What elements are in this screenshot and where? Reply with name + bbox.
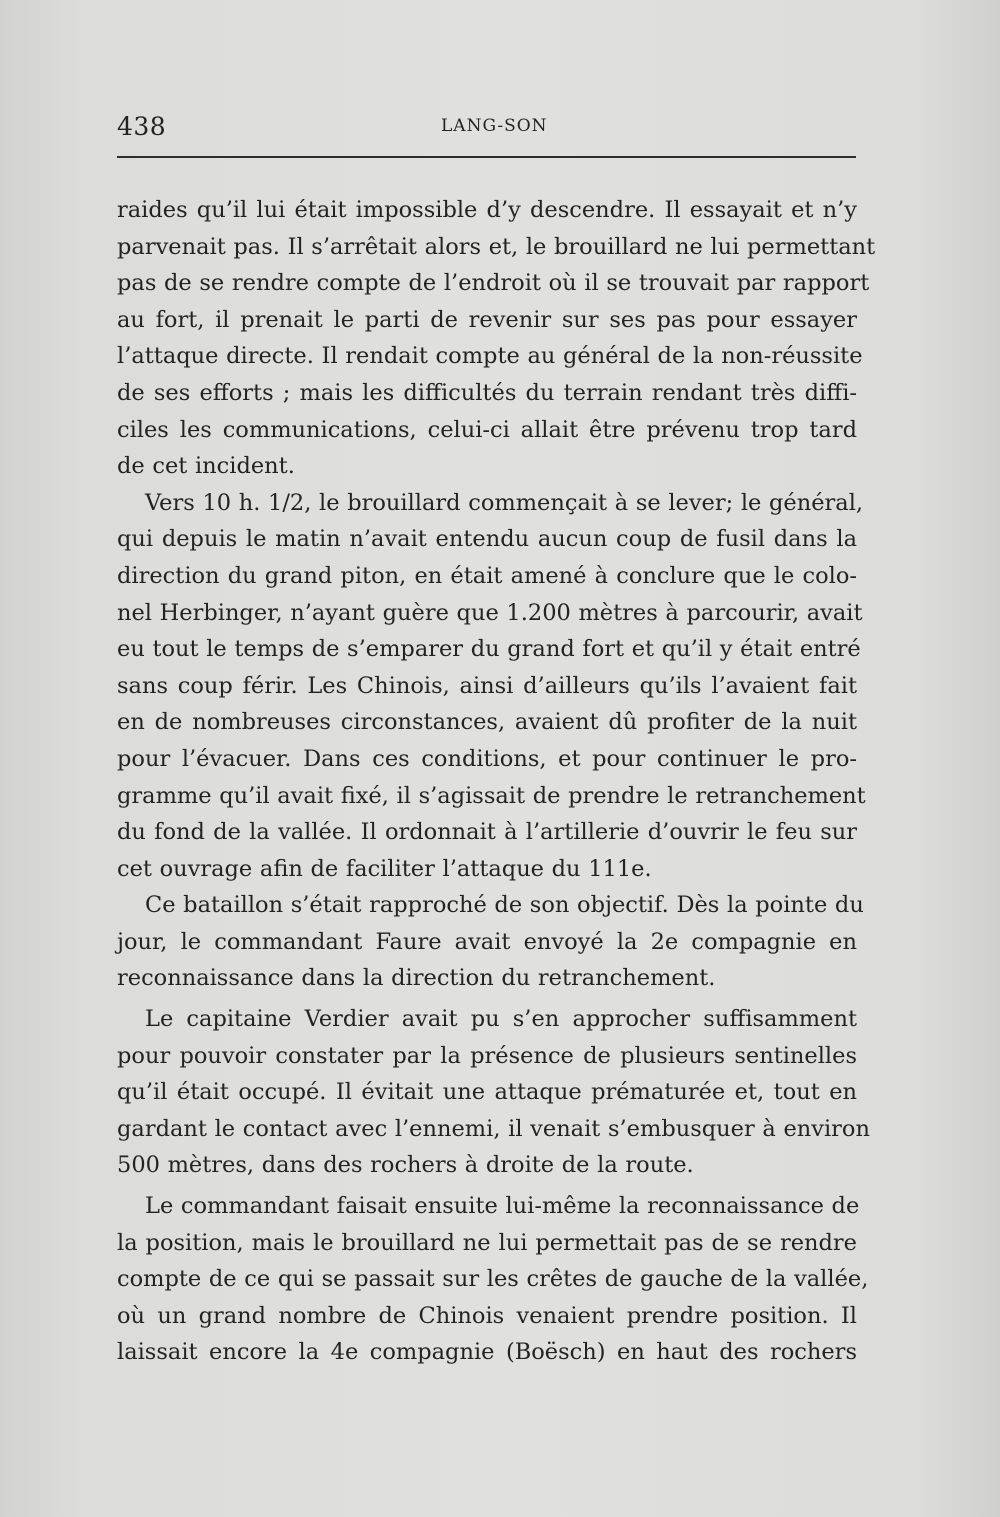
text-line: l’attaque directe. Il rendait compte au général de la non-réussite xyxy=(117,343,863,370)
text-line: sans coup férir. Les Chinois, ainsi d’ailleurs qu’ils l’avaient fait xyxy=(117,672,857,699)
paragraph xyxy=(117,192,876,485)
paragraph xyxy=(117,1001,870,1184)
text-line: raides qu’il lui était impossible d’y descendre. Il essayait et n’y xyxy=(117,197,857,223)
running-title: LANG-SON xyxy=(441,116,548,136)
text-line: ciles les communications, celui-ci allait être prévenu trop tard xyxy=(117,416,857,443)
header-rule xyxy=(117,156,856,158)
text-line: reconnaissance dans la direction du retranchement. xyxy=(117,965,716,992)
paragraph xyxy=(117,1188,869,1371)
text-line: au fort, il prenait le parti de revenir sur ses pas pour essayer xyxy=(117,306,857,333)
body-text xyxy=(117,192,876,1371)
text-line: pour l’évacuer. Dans ces conditions, et pour continuer le pro- xyxy=(117,745,857,772)
page-header xyxy=(117,112,857,148)
text-line: gramme qu’il avait fixé, il s’agissait de prendre le retranchement xyxy=(117,782,866,809)
text-line: cet ouvrage afin de faciliter l’attaque du 111e. xyxy=(117,855,652,882)
text-line: compte de ce qui se passait sur les crêtes de gauche de la vallée, xyxy=(117,1266,869,1293)
text-line: pas de se rendre compte de l’endroit où il se trouvait par rapport xyxy=(117,270,870,297)
text-line: du fond de la vallée. Il ordonnait à l’artillerie d’ouvrir le feu sur xyxy=(117,819,857,846)
text-line: où un grand nombre de Chinois venaient prendre position. Il xyxy=(117,1302,857,1329)
text-line: direction du grand piton, en était amené à conclure que le colo- xyxy=(117,562,857,589)
text-line: laissait encore la 4e compagnie (Boësch) en haut des rochers xyxy=(117,1339,857,1366)
text-line: gardant le contact avec l’ennemi, il venait s’embusquer à environ xyxy=(117,1115,870,1142)
text-line: qui depuis le matin n’avait entendu aucun coup de fusil dans la xyxy=(117,526,857,553)
text-line: en de nombreuses circonstances, avaient dû profiter de la nuit xyxy=(117,709,857,736)
text-line: nel Herbinger, n’ayant guère que 1.200 mètres à parcourir, avait xyxy=(117,599,863,626)
text-line: parvenait pas. Il s’arrêtait alors et, le brouillard ne lui permettant xyxy=(117,233,876,260)
text-line: Vers 10 h. 1/2, le brouillard commençait à se lever; le général, xyxy=(145,489,864,516)
page-number: 438 xyxy=(117,112,167,141)
text-line: Le commandant faisait ensuite lui-même la reconnaissance de xyxy=(145,1193,860,1220)
text-line: la position, mais le brouillard ne lui permettait pas de se rendre xyxy=(117,1229,857,1256)
text-line: eu tout le temps de s’emparer du grand fort et qu’il y était entré xyxy=(117,636,861,663)
text-line: de cet incident. xyxy=(117,453,295,480)
text-line: 500 mètres, dans des rochers à droite de la route. xyxy=(117,1152,694,1179)
paragraph xyxy=(117,485,866,888)
text-line: pour pouvoir constater par la présence de plusieurs sentinelles xyxy=(117,1042,857,1069)
text-line: Le capitaine Verdier avait pu s’en approcher suffisamment xyxy=(145,1006,857,1033)
paragraph xyxy=(117,887,864,997)
text-line: qu’il était occupé. Il évitait une attaque prématurée et, tout en xyxy=(117,1079,857,1106)
text-line: de ses efforts ; mais les difficultés du terrain rendant très diffi- xyxy=(117,379,857,406)
text-line: Ce bataillon s’était rapproché de son objectif. Dès la pointe du xyxy=(145,892,864,919)
text-line: jour, le commandant Faure avait envoyé la 2e compagnie en xyxy=(117,928,857,955)
